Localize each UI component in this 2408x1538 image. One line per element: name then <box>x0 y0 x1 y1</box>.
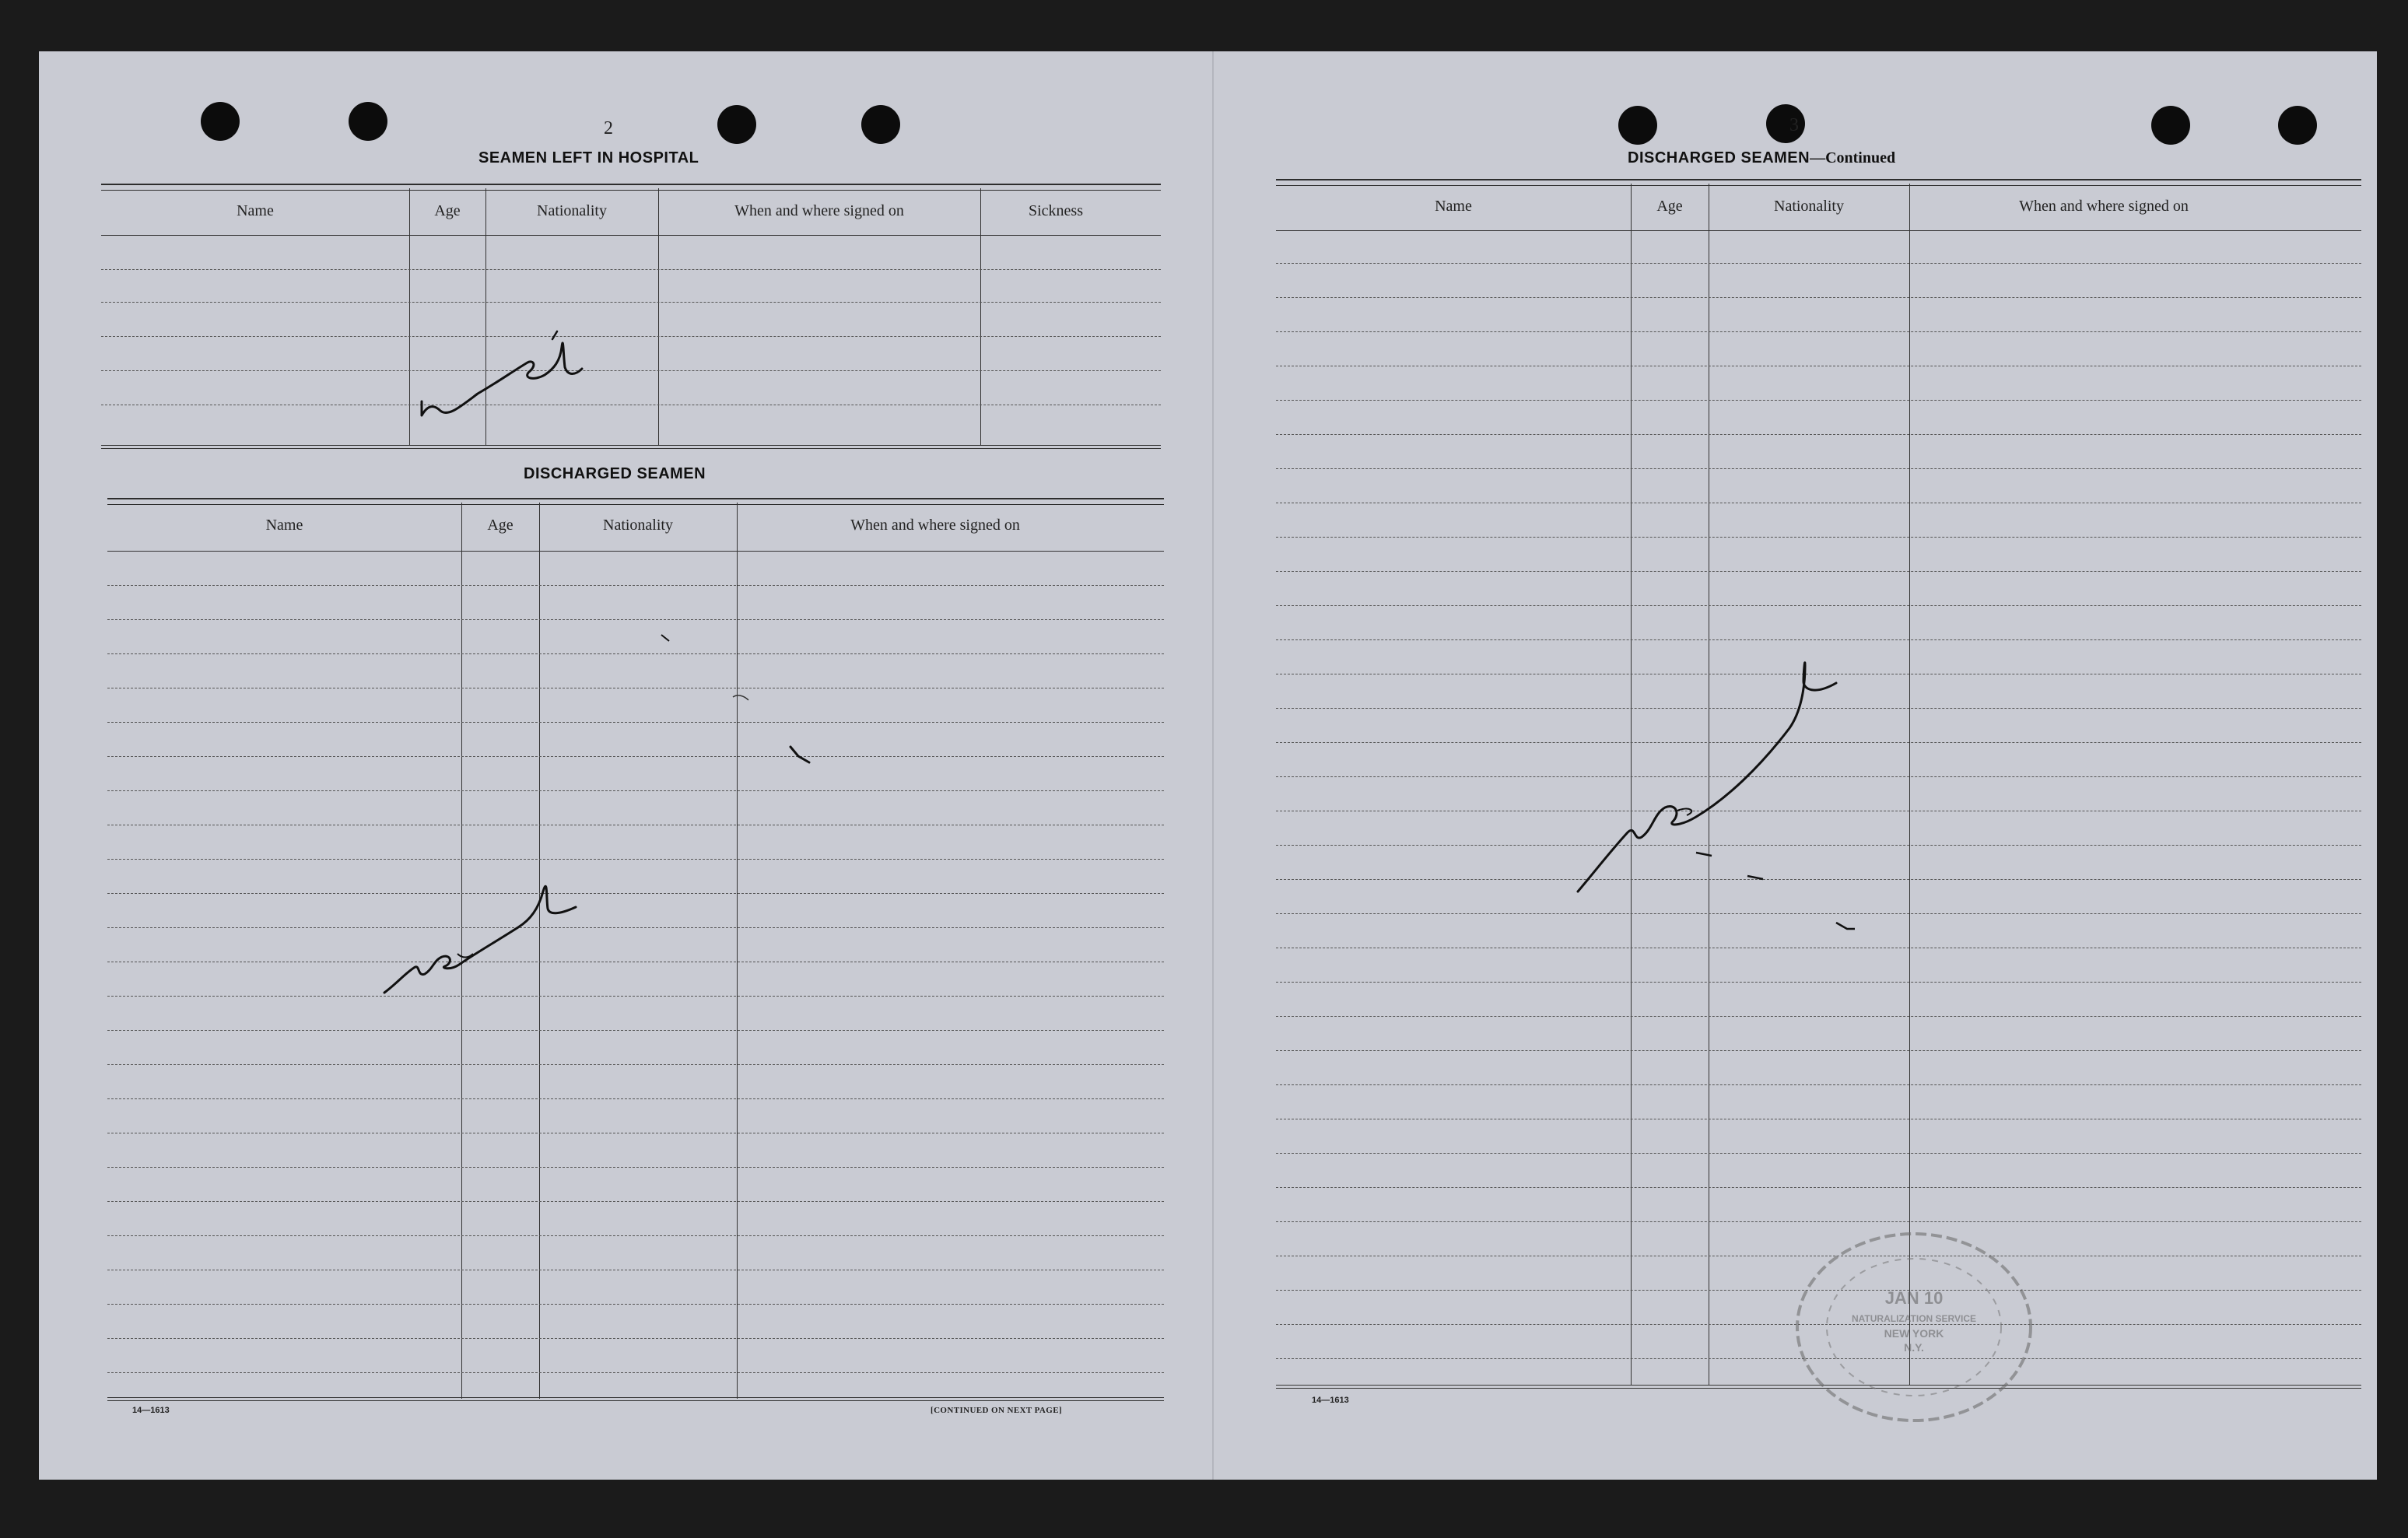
entry-row-line <box>1276 434 2361 435</box>
header-underline <box>107 551 1164 552</box>
ink-marks <box>646 619 848 790</box>
column-divider <box>980 188 981 445</box>
handwritten-entry-none <box>366 798 692 1008</box>
punch-hole <box>861 105 900 144</box>
entry-row-line <box>1276 1187 2361 1188</box>
entry-row-line <box>1276 1084 2361 1085</box>
form-code: 14—1613 <box>1312 1396 1349 1405</box>
document-sheet <box>39 51 2377 1480</box>
section-title-text: DISCHARGED SEAMEN <box>1628 149 1810 166</box>
entry-row-line <box>107 756 1164 757</box>
section-title-hospital: SEAMEN LEFT IN HOSPITAL <box>478 149 699 166</box>
stamp-city: NEW YORK <box>1884 1327 1944 1340</box>
entry-row-line <box>1276 1050 2361 1051</box>
column-header-signed-on: When and where signed on <box>734 202 904 219</box>
column-header-signed-on: When and where signed on <box>2019 198 2189 215</box>
entry-row-line <box>107 653 1164 654</box>
page-number: 2 <box>604 118 613 138</box>
header-underline <box>101 235 1161 236</box>
entry-row-line <box>1276 297 2361 298</box>
column-header-signed-on: When and where signed on <box>850 517 1020 534</box>
entry-row-line <box>107 585 1164 586</box>
section-title-suffix: —Continued <box>1810 149 1896 166</box>
entry-row-line <box>107 1167 1164 1168</box>
punch-hole <box>349 102 387 141</box>
left-page <box>39 51 1214 1480</box>
ink-marks <box>1681 829 1914 985</box>
section-title-discharged: DISCHARGED SEAMEN <box>524 465 706 482</box>
entry-row-line <box>107 1064 1164 1065</box>
column-header-nationality: Nationality <box>1774 198 1844 215</box>
stamp-service: NATURALIZATION SERVICE <box>1851 1313 1976 1324</box>
entry-row-line <box>107 1372 1164 1373</box>
continued-note: [CONTINUED ON NEXT PAGE] <box>931 1406 1063 1415</box>
entry-row-line <box>107 619 1164 620</box>
entry-row-line <box>1276 468 2361 469</box>
table-bottom-rule <box>107 1397 1164 1401</box>
table-top-rule <box>107 498 1164 505</box>
entry-row-line <box>107 1304 1164 1305</box>
punch-hole <box>2151 106 2190 145</box>
punch-hole <box>201 102 240 141</box>
entry-row-line <box>107 1338 1164 1339</box>
header-underline <box>1276 230 2361 231</box>
entry-row-line <box>107 790 1164 791</box>
entry-row-line <box>107 1030 1164 1031</box>
entry-row-line <box>1276 400 2361 401</box>
column-divider <box>658 188 659 445</box>
stamp-date <box>1852 1288 1976 1309</box>
entry-row-line <box>107 1201 1164 1202</box>
punch-hole <box>1766 104 1805 143</box>
column-header-age: Age <box>434 202 461 219</box>
page-number: 3 <box>1789 115 1799 135</box>
table-top-rule <box>101 184 1161 191</box>
column-header-sickness: Sickness <box>1029 202 1083 219</box>
entry-row-line <box>107 1098 1164 1099</box>
entry-row-line <box>1276 1016 2361 1017</box>
form-code: 14—1613 <box>132 1406 170 1415</box>
column-header-age: Age <box>1656 198 1683 215</box>
column-divider <box>1909 184 1910 1385</box>
entry-row-line <box>107 1235 1164 1236</box>
entry-row-line <box>107 722 1164 723</box>
punch-hole <box>717 105 756 144</box>
column-header-name: Name <box>1435 198 1472 215</box>
stamp-state: N.Y. <box>1904 1341 1924 1354</box>
stamp-month: JAN <box>1884 1288 1919 1308</box>
stamp-day: 10 <box>1923 1288 1944 1308</box>
handwritten-entry-nil <box>412 324 646 448</box>
entry-row-line <box>101 302 1161 303</box>
entry-row-line <box>101 269 1161 270</box>
entry-row-line <box>1276 331 2361 332</box>
table-top-rule <box>1276 179 2361 186</box>
column-header-nationality: Nationality <box>537 202 607 219</box>
column-divider <box>409 188 410 445</box>
column-header-age: Age <box>487 517 513 534</box>
punch-hole <box>1618 106 1657 145</box>
entry-row-line <box>1276 1153 2361 1154</box>
column-header-name: Name <box>265 517 303 534</box>
entry-row-line <box>1276 263 2361 264</box>
column-header-nationality: Nationality <box>603 517 673 534</box>
section-title-discharged-continued <box>1628 149 1895 167</box>
column-header-name: Name <box>237 202 274 219</box>
punch-hole <box>2278 106 2317 145</box>
right-page <box>1214 51 2377 1480</box>
